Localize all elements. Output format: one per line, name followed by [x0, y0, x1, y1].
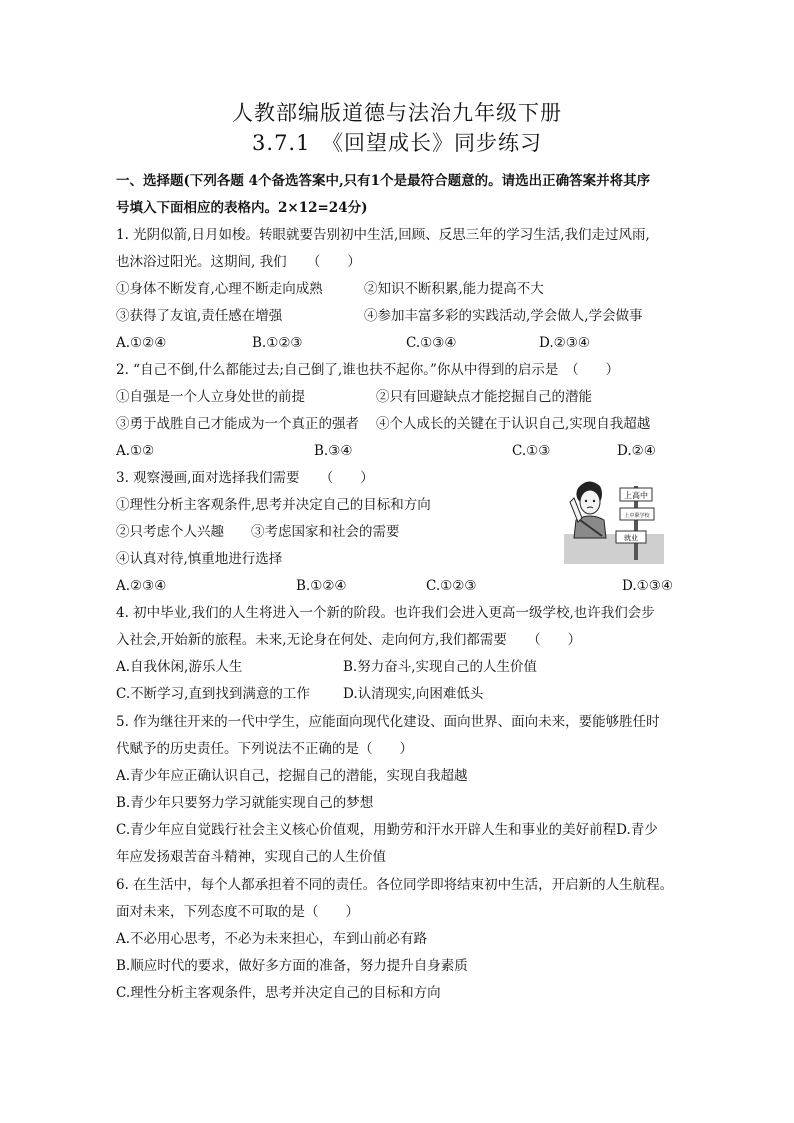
q5-option-b: B.青少年只要努力学习就能实现自己的梦想	[116, 795, 374, 811]
q2-option-d: D.②④	[617, 443, 656, 459]
q4-option-b: B.努力奋斗,实现自己的人生价值	[343, 659, 538, 675]
q3-statement-4: ④认真对待,慎重地进行选择	[116, 551, 283, 567]
q4-stem-line1: 4. 初中毕业,我们的人生将进入一个新的阶段。也许我们会进入更高一级学校,也许我们会步	[116, 605, 655, 621]
q4-option-d: D.认清现实,向困难低头	[343, 686, 484, 702]
q2-statement-4: ④个人成长的关键在于认识自己,实现自我超越	[376, 416, 651, 432]
q3-statement-1: ①理性分析主客观条件,思考并决定自己的目标和方向	[116, 497, 431, 513]
q2-option-b: B.③④	[314, 443, 353, 459]
q1-statement-3: ③获得了友谊,责任感在增强	[116, 308, 283, 324]
q1-statement-2: ②知识不断积累,能力提高不大	[364, 281, 544, 297]
q1-option-a: A.①②④	[116, 335, 167, 351]
doc-title: 人教部编版道德与法治九年级下册	[232, 101, 562, 125]
q2-statement-2: ②只有回避缺点才能挖掘自己的潜能	[376, 389, 592, 405]
q3-option-a: A.②③④	[116, 578, 167, 594]
q5-stem-line2: 代赋予的历史责任。下列说法不正确的是（ ）	[116, 741, 413, 757]
q6-stem-line2: 面对未来，下列态度不可取的是（ ）	[116, 904, 359, 920]
q5-option-d: 年应发扬艰苦奋斗精神，实现自己的人生价值	[116, 849, 386, 865]
q5-option-c: C.青少年应自觉践行社会主义核心价值观，用勤劳和汗水开辟人生和事业的美好前程D.青少	[116, 822, 658, 838]
sign-vocational-school	[620, 508, 654, 520]
q1-option-c: C.①③④	[406, 335, 457, 351]
sign-high-school	[620, 488, 652, 501]
q1-option-b: B.①②③	[252, 335, 303, 351]
q1-statement-4: ④参加丰富多彩的实践活动,学会做人,学会做事	[364, 308, 643, 324]
q5-stem-line1: 5. 作为继往开来的一代中学生，应能面向现代化建设、面向世界、面向未来，要能够胜任时	[116, 714, 660, 730]
q2-option-c: C.①③	[512, 443, 551, 459]
q4-option-a: A.自我休闲,游乐人生	[116, 659, 243, 675]
q6-stem-line1: 6. 在生活中，每个人都承担着不同的责任。各位同学即将结束初中生活，开启新的人生航程。	[116, 877, 674, 893]
q2-statement-1: ①自强是一个人立身处世的前提	[116, 389, 305, 405]
q1-stem-line1: 1. 光阴似箭,日月如梭。转眼就要告别初中生活,回顾、反思三年的学习生活,我们走过风雨,	[116, 227, 650, 243]
q2-stem-line1: 2. “自己不倒,什么都能过去;自己倒了,谁也扶不起你。”你从中得到的启示是 （ ）	[116, 362, 620, 378]
q4-stem-line2: 入社会,开始新的旅程。未来,无论身在何处、走向何方,我们都需要 （ ）	[116, 632, 582, 648]
sign-employment-label: 就业	[624, 534, 638, 542]
q3-option-b: B.①②④	[296, 578, 347, 594]
q6-option-a: A.不必用心思考，不必为未来担心，车到山前必有路	[116, 931, 428, 947]
cartoon-illustration	[564, 478, 664, 564]
sign-employment	[616, 531, 646, 543]
sign-high-school-label: 上高中	[624, 491, 648, 500]
q4-option-c: C.不断学习,直到找到满意的工作	[116, 686, 310, 702]
section-heading-line2: 号填入下面相应的表格内。2×12=24分)	[116, 200, 368, 216]
doc-subtitle: 3.7.1 《回望成长》同步练习	[252, 131, 542, 155]
q3-statement-2-3: ②只考虑个人兴趣 ③考虑国家和社会的需要	[116, 524, 400, 540]
q2-statement-3: ③勇于战胜自己才能成为一个真正的强者	[116, 416, 359, 432]
q3-option-c: C.①②③	[426, 578, 477, 594]
q2-option-a: A.①②	[116, 443, 155, 459]
q1-stem-line2: 也沐浴过阳光。这期间, 我们 （ ）	[116, 254, 361, 270]
q6-option-c: C.理性分析主客观条件，思考并决定自己的目标和方向	[116, 985, 441, 1001]
q3-option-d: D.①③④	[622, 578, 673, 594]
q1-statement-1: ①身体不断发育,心理不断走向成熟	[116, 281, 323, 297]
q3-stem-line1: 3. 观察漫画,面对选择我们需要 （ ）	[116, 470, 374, 486]
sign-vocational-label: 上中职学校	[624, 513, 650, 519]
section-heading-line1: 一、选择题(下列各题 4个备选答案中,只有1个是最符合题意的。请选出正确答案并将其序	[116, 173, 651, 189]
q5-option-a: A.青少年应正确认识自己，挖掘自己的潜能，实现自我超越	[116, 768, 468, 784]
q6-option-b: B.顺应时代的要求，做好多方面的准备，努力提升自身素质	[116, 958, 468, 974]
q1-option-d: D.②③④	[539, 335, 590, 351]
